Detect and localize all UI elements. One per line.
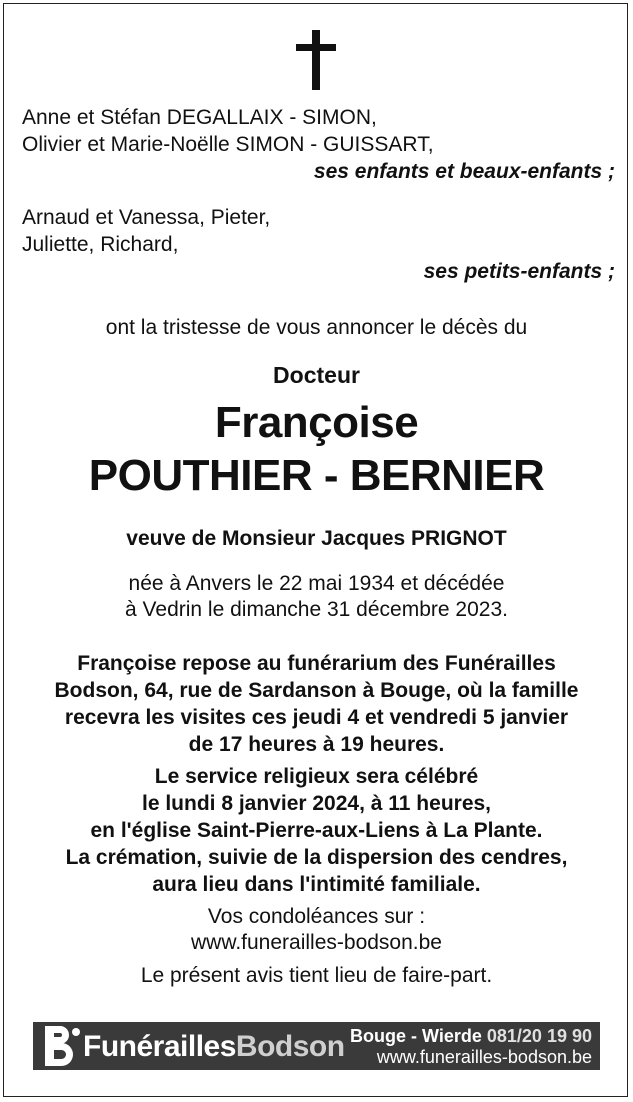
footer-phone[interactable]: 081/20 19 90	[486, 1026, 592, 1046]
brand-part-1: Funérailles	[83, 1030, 236, 1063]
deceased-title: Docteur	[273, 362, 360, 388]
children-role: ses enfants et beaux-enfants ;	[313, 160, 615, 183]
funeral-info-line-1: Françoise repose au funérarium des Funérailles	[77, 652, 556, 675]
funeral-info-line-7: en l'église Saint-Pierre-aux-Liens à La Plante.	[90, 819, 543, 842]
funeral-info-line-8: La crémation, suivie de la dispersion des cendres,	[65, 846, 568, 869]
grandchildren-line-2: Juliette, Richard,	[22, 233, 179, 256]
children-line-1: Anne et Stéfan DEGALLAIX - SIMON,	[22, 106, 377, 129]
funeral-info-line-6: le lundi 8 janvier 2024, à 11 heures,	[141, 792, 492, 815]
children-line-2: Olivier et Marie-Noëlle SIMON - GUISSART,	[22, 133, 434, 156]
funeral-info-line-3: recevra les visites ces jeudi 4 et vendredi 5 janvier	[64, 706, 569, 729]
brand-name	[83, 1030, 345, 1064]
death-line: à Vedrin le dimanche 31 décembre 2023.	[125, 598, 508, 621]
funeral-info-line-9: aura lieu dans l'intimité familiale.	[152, 873, 481, 896]
footer-locations: Bouge - Wierde	[350, 1026, 482, 1046]
footer-website[interactable]: www.funerailles-bodson.be	[376, 1047, 592, 1067]
bodson-logo-icon	[41, 1026, 81, 1066]
brand-part-2: Bodson	[235, 1030, 345, 1063]
widow-of: veuve de Monsieur Jacques PRIGNOT	[126, 527, 507, 550]
birth-line: née à Anvers le 22 mai 1934 et décédée	[128, 572, 505, 595]
cross-icon	[296, 30, 336, 90]
footer-banner	[33, 1022, 600, 1070]
notice-text: Le présent avis tient lieu de faire-part.	[140, 964, 493, 987]
condolences-url[interactable]: www.funerailles-bodson.be	[191, 931, 442, 954]
funeral-info-line-5: Le service religieux sera célébré	[154, 765, 479, 788]
footer-contact	[350, 1026, 592, 1068]
deceased-last-name: POUTHIER - BERNIER	[88, 451, 545, 500]
grandchildren-role: ses petits-enfants ;	[423, 260, 615, 283]
grandchildren-line-1: Arnaud et Vanessa, Pieter,	[22, 206, 271, 229]
announcement: ont la tristesse de vous annoncer le décès du	[105, 316, 528, 339]
funeral-info-line-4: de 17 heures à 19 heures.	[188, 733, 445, 756]
deceased-first-name: Françoise	[214, 398, 419, 447]
condolences-label: Vos condoléances sur :	[207, 905, 426, 928]
funeral-info-line-2: Bodson, 64, rue de Sardanson à Bouge, où la famille	[54, 679, 579, 702]
